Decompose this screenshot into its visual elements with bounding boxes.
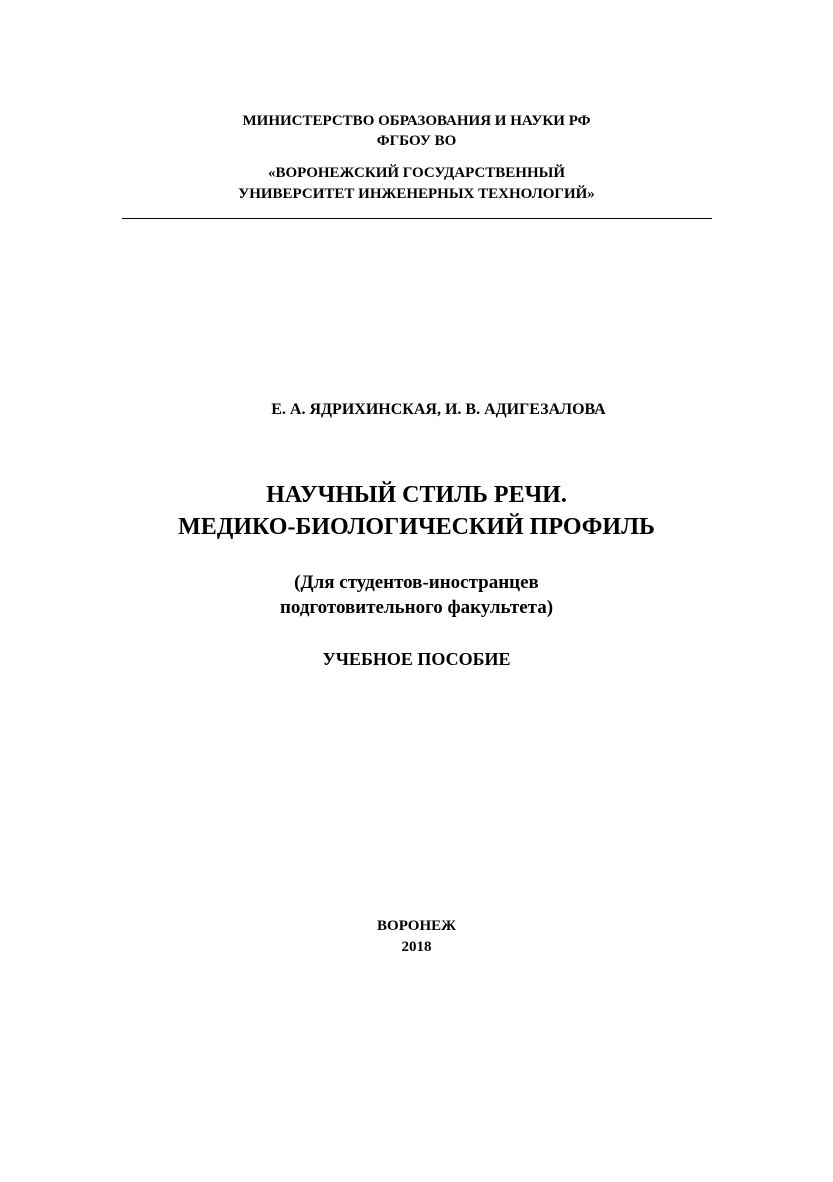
publication-year: 2018	[401, 939, 432, 955]
subtitle-line-1: (Для студентов-иностранцев	[294, 572, 539, 593]
university-name-line-2: УНИВЕРСИТЕТ ИНЖЕНЕРНЫХ ТЕХНОЛОГИЙ»	[238, 186, 595, 202]
authors: Е. А. ЯДРИХИНСКАЯ, И. В. АДИГЕЗАЛОВА	[271, 401, 606, 418]
publication-city: ВОРОНЕЖ	[377, 918, 456, 934]
book-title-line-1: НАУЧНЫЙ СТИЛЬ РЕЧИ.	[266, 482, 567, 508]
university-name-line-1: «ВОРОНЕЖСКИЙ ГОСУДАРСТВЕННЫЙ	[267, 165, 566, 181]
book-title-line-2: МЕДИКО-БИОЛОГИЧЕСКИЙ ПРОФИЛЬ	[178, 514, 655, 540]
publication-type: УЧЕБНОЕ ПОСОБИЕ	[322, 649, 511, 669]
subtitle-line-2: подготовительного факультета)	[279, 597, 554, 618]
header-divider	[122, 218, 712, 219]
organization-type: ФГБОУ ВО	[376, 133, 457, 149]
ministry-name: МИНИСТЕРСТВО ОБРАЗОВАНИЯ И НАУКИ РФ	[242, 113, 591, 129]
